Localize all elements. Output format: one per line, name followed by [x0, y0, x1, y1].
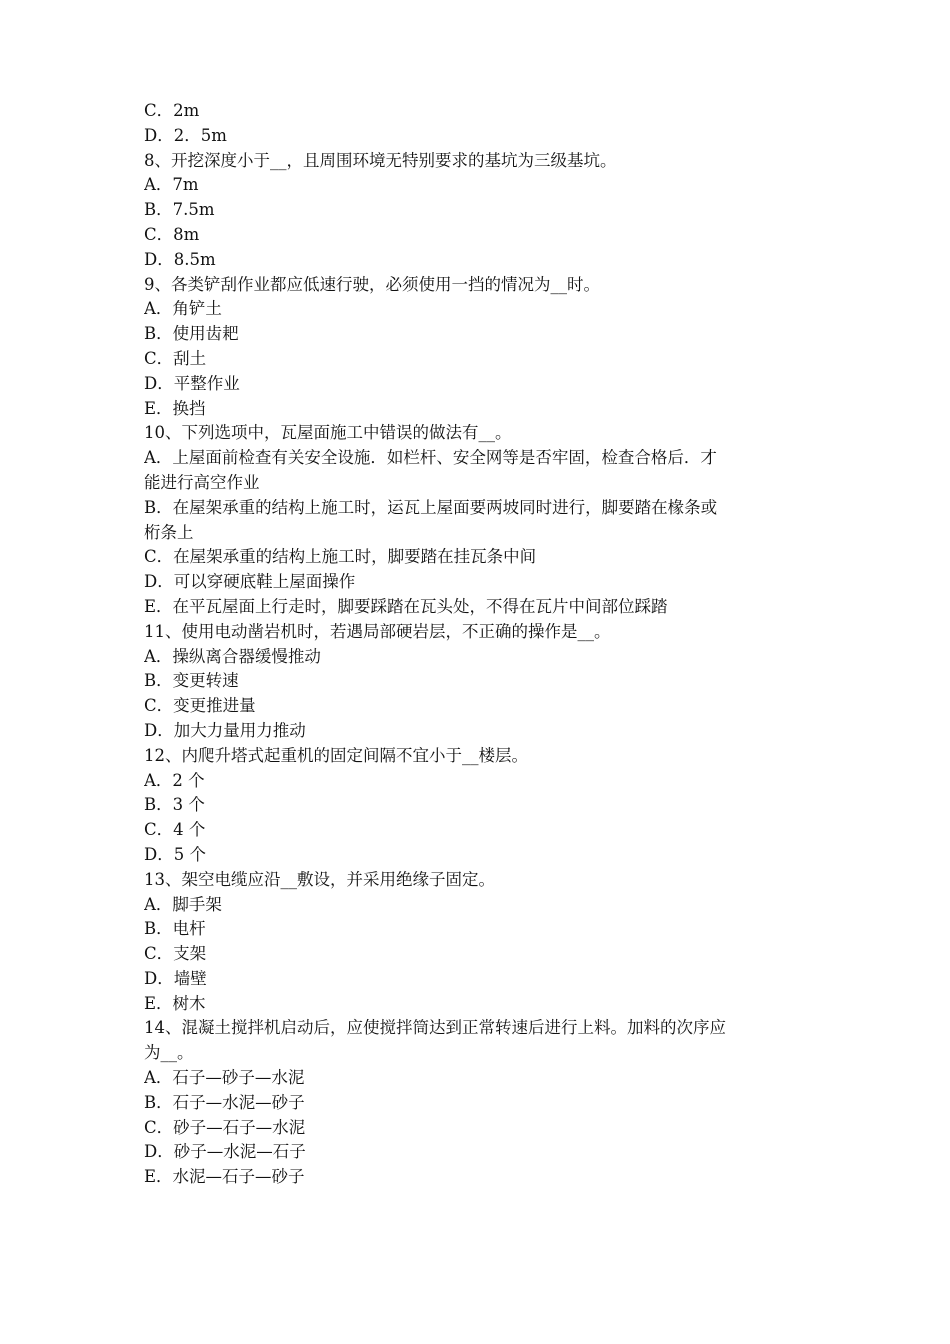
option-line: C．在屋架承重的结构上施工时，脚要踏在挂瓦条中间	[144, 547, 537, 567]
option-line: A．角铲土	[144, 299, 222, 319]
option-line: B．在屋架承重的结构上施工时，运瓦上屋面要两坡同时进行，脚要踏在椽条或	[144, 497, 718, 517]
option-line: A．7m	[144, 175, 199, 195]
option-line: A．操纵离合器缓慢推动	[144, 646, 321, 666]
question-line: 14、混凝土搅拌机启动后，应使搅拌筒达到正常转速后进行上料。加料的次序应	[144, 1018, 726, 1038]
option-line: B．电杆	[144, 919, 206, 939]
option-line: C．4 个	[144, 820, 206, 840]
option-line: D．墙壁	[144, 968, 207, 988]
option-line: D．平整作业	[144, 373, 240, 393]
option-line: B．7.5m	[144, 200, 215, 220]
question-line-continued: 为__。	[144, 1043, 194, 1063]
option-line: C．刮土	[144, 348, 207, 368]
option-line: A．上屋面前检查有关安全设施．如栏杆、安全网等是否牢固，检查合格后．才	[144, 448, 717, 468]
option-line: B．变更转速	[144, 671, 239, 691]
question-line: 12、内爬升塔式起重机的固定间隔不宜小于__楼层。	[144, 745, 528, 765]
question-line: 9、各类铲刮作业都应低速行驶，必须使用一挡的情况为__时。	[144, 274, 600, 294]
option-line: D．2．5m	[144, 125, 227, 145]
option-line: C．2m	[144, 101, 200, 120]
option-line: E．树木	[144, 993, 206, 1013]
option-line: E．水泥—石子—砂子	[144, 1167, 305, 1187]
option-line: D．可以穿硬底鞋上屋面操作	[144, 572, 356, 592]
option-line: C．变更推进量	[144, 696, 256, 716]
option-line: C．8m	[144, 224, 200, 244]
option-line: C．支架	[144, 944, 207, 964]
option-line: D．5 个	[144, 844, 206, 864]
option-line: B．石子—水泥—砂子	[144, 1092, 305, 1112]
option-line: A．石子—砂子—水泥	[144, 1068, 305, 1088]
question-line: 10、下列选项中，瓦屋面施工中错误的做法有__。	[144, 423, 512, 443]
option-line-continued: 桁条上	[144, 522, 194, 542]
question-line: 13、架空电缆应沿__敷设，并采用绝缘子固定。	[144, 869, 495, 889]
question-line: 8、开挖深度小于__，且周围环境无特别要求的基坑为三级基坑。	[144, 150, 617, 170]
option-line: B．使用齿耙	[144, 324, 239, 344]
option-line: B．3 个	[144, 795, 205, 815]
option-line: D．8.5m	[144, 249, 216, 269]
option-line: A．2 个	[144, 770, 205, 790]
document-page	[144, 99, 814, 1190]
option-line: D．加大力量用力推动	[144, 720, 306, 740]
question-line: 11、使用电动凿岩机时，若遇局部硬岩层，不正确的操作是__。	[144, 621, 611, 641]
option-line: D．砂子—水泥—石子	[144, 1142, 306, 1162]
option-line: C．砂子—石子—水泥	[144, 1117, 306, 1137]
option-line: A．脚手架	[144, 894, 222, 914]
option-line-continued: 能进行高空作业	[144, 472, 260, 492]
option-line: E．在平瓦屋面上行走时，脚要踩踏在瓦头处，不得在瓦片中间部位踩踏	[144, 596, 668, 616]
option-line: E．换挡	[144, 398, 206, 418]
